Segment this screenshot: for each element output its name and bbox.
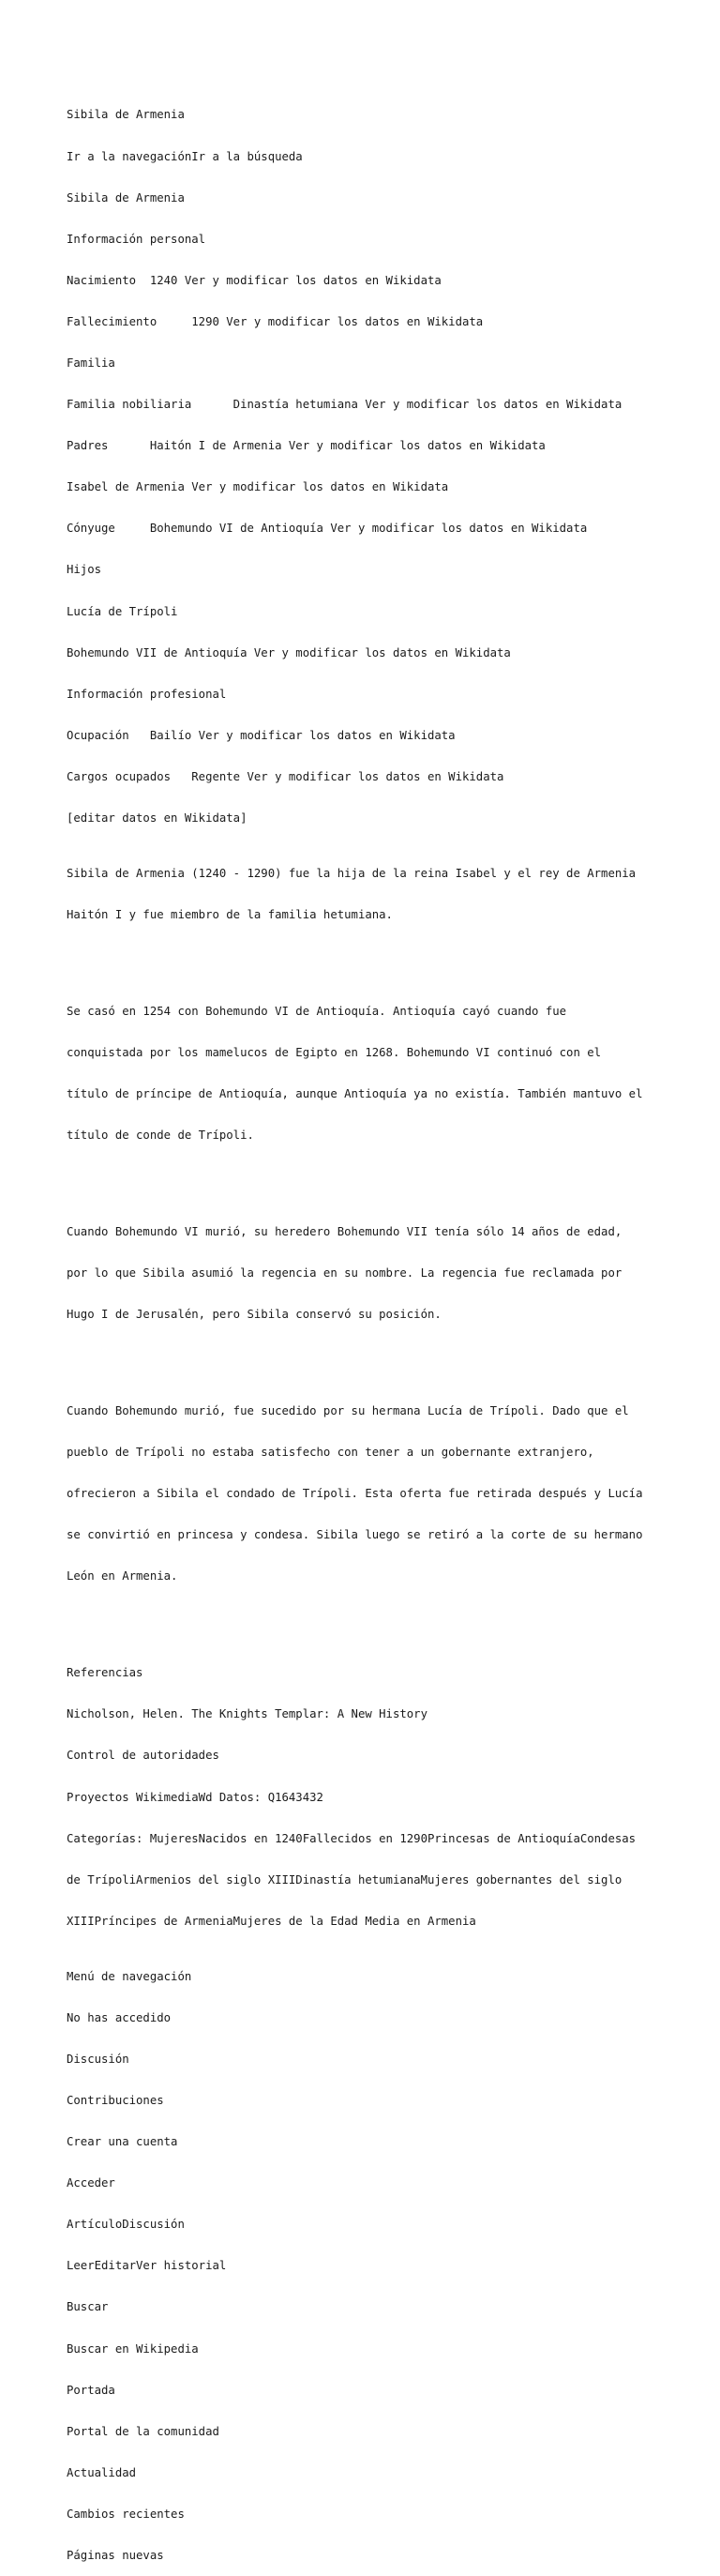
search-heading: Buscar bbox=[67, 2300, 109, 2314]
infobox-personal-heading: Información personal bbox=[67, 232, 206, 246]
navigation-menu-heading: Menú de navegación bbox=[67, 1969, 192, 1983]
recent-changes-link[interactable]: Cambios recientes bbox=[67, 2507, 185, 2521]
paragraph-4-line: pueblo de Trípoli no estaba satisfecho con tener a un gobernante extranjero, bbox=[67, 1446, 594, 1460]
paragraph-2-line: conquistada por los mamelucos de Egipto en 1268. Bohemundo VI continuó con el bbox=[67, 1045, 602, 1059]
authority-control-link[interactable]: Control de autoridades bbox=[67, 1749, 219, 1763]
infobox-birth: Nacimiento 1240 Ver y modificar los datos en Wikidata bbox=[67, 273, 442, 287]
current-events-link[interactable]: Actualidad bbox=[67, 2465, 137, 2479]
paragraph-4-line: se convirtió en princesa y condesa. Sibila luego se retiró a la corte de su hermano bbox=[67, 1528, 643, 1542]
paragraph-4-line: León en Armenia. bbox=[67, 1569, 178, 1583]
paragraph-gap bbox=[67, 1170, 713, 1184]
new-pages-link[interactable]: Páginas nuevas bbox=[67, 2548, 164, 2562]
infobox-family-heading: Familia bbox=[67, 356, 115, 370]
infobox-child-1[interactable]: Lucía de Trípoli bbox=[67, 604, 178, 618]
paragraph-2-line: título de príncipe de Antioquía, aunque Antioquía ya no existía. También mantuvo el bbox=[67, 1086, 643, 1100]
paragraph-1-line: Sibila de Armenia (1240 - 1290) fue la hija de la reina Isabel y el rey de Armenia bbox=[67, 866, 637, 880]
not-logged-in-label: No has accedido bbox=[67, 2010, 172, 2024]
infobox-parents: Padres Haitón I de Armenia Ver y modificar los datos en Wikidata bbox=[67, 439, 546, 453]
paragraph-1-line: Haitón I y fue miembro de la familia hetumiana. bbox=[67, 907, 393, 921]
skip-links[interactable]: Ir a la navegaciónIr a la búsqueda bbox=[67, 149, 303, 163]
paragraph-2-line: Se casó en 1254 con Bohemundo VI de Antioquía. Antioquía cayó cuando fue bbox=[67, 1004, 567, 1018]
document-text bbox=[67, 81, 713, 2576]
infobox-positions: Cargos ocupados Regente Ver y modificar los datos en Wikidata bbox=[67, 769, 504, 783]
log-in-link[interactable]: Acceder bbox=[67, 2176, 115, 2190]
infobox-parents-2: Isabel de Armenia Ver y modificar los datos en Wikidata bbox=[67, 480, 449, 494]
view-tabs[interactable]: LeerEditarVer historial bbox=[67, 2259, 227, 2273]
paragraph-4-line: Cuando Bohemundo murió, fue sucedido por su hermana Lucía de Trípoli. Dado que el bbox=[67, 1404, 629, 1418]
paragraph-4-line: ofrecieron a Sibila el condado de Trípoli. Esta oferta fue retirada después y Lucía bbox=[67, 1487, 643, 1501]
talk-link[interactable]: Discusión bbox=[67, 2052, 129, 2066]
paragraph-gap bbox=[67, 1349, 713, 1363]
infobox-child-2: Bohemundo VII de Antioquía Ver y modificar los datos en Wikidata bbox=[67, 645, 511, 659]
references-heading: Referencias bbox=[67, 1666, 143, 1680]
paragraph-3-line: por lo que Sibila asumió la regencia en su nombre. La regencia fue reclamada por bbox=[67, 1266, 622, 1280]
infobox-spouse: Cónyuge Bohemundo VI de Antioquía Ver y modificar los datos en Wikidata bbox=[67, 522, 588, 536]
search-wikipedia-input[interactable]: Buscar en Wikipedia bbox=[67, 2341, 199, 2356]
reference-item: Nicholson, Helen. The Knights Templar: A New History bbox=[67, 1707, 428, 1721]
categories-line[interactable]: de TrípoliArmenios del siglo XIIIDinastía hetumianaMujeres gobernantes del siglo bbox=[67, 1872, 622, 1887]
create-account-link[interactable]: Crear una cuenta bbox=[67, 2135, 178, 2149]
namespace-tabs[interactable]: ArtículoDiscusión bbox=[67, 2218, 185, 2232]
wikimedia-projects-link[interactable]: Proyectos WikimediaWd Datos: Q1643432 bbox=[67, 1790, 323, 1804]
contributions-link[interactable]: Contribuciones bbox=[67, 2093, 164, 2107]
infobox-noble-family: Familia nobiliaria Dinastía hetumiana Ver y modificar los datos en Wikidata bbox=[67, 398, 622, 412]
paragraph-2-line: título de conde de Trípoli. bbox=[67, 1129, 254, 1143]
categories-line[interactable]: Categorías: MujeresNacidos en 1240Fallecidos en 1290Princesas de AntioquíaCondesas bbox=[67, 1831, 637, 1845]
infobox-death: Fallecimiento 1290 Ver y modificar los datos en Wikidata bbox=[67, 314, 484, 328]
infobox-professional-heading: Información profesional bbox=[67, 687, 227, 701]
infobox-occupation: Ocupación Bailío Ver y modificar los datos en Wikidata bbox=[67, 728, 456, 742]
main-page-link[interactable]: Portada bbox=[67, 2383, 115, 2397]
page-title: Sibila de Armenia bbox=[67, 108, 185, 122]
edit-wikidata-link[interactable]: [editar datos en Wikidata] bbox=[67, 811, 248, 825]
paragraph-gap bbox=[67, 1612, 713, 1626]
categories-line[interactable]: XIIIPríncipes de ArmeniaMujeres de la Edad Media en Armenia bbox=[67, 1914, 476, 1928]
paragraph-3-line: Hugo I de Jerusalén, pero Sibila conservó su posición. bbox=[67, 1308, 442, 1322]
community-portal-link[interactable]: Portal de la comunidad bbox=[67, 2424, 219, 2438]
paragraph-3-line: Cuando Bohemundo VI murió, su heredero Bohemundo VII tenía sólo 14 años de edad, bbox=[67, 1224, 622, 1238]
infobox-heading: Sibila de Armenia bbox=[67, 190, 185, 205]
infobox-children-heading: Hijos bbox=[67, 563, 102, 577]
paragraph-gap bbox=[67, 949, 713, 963]
